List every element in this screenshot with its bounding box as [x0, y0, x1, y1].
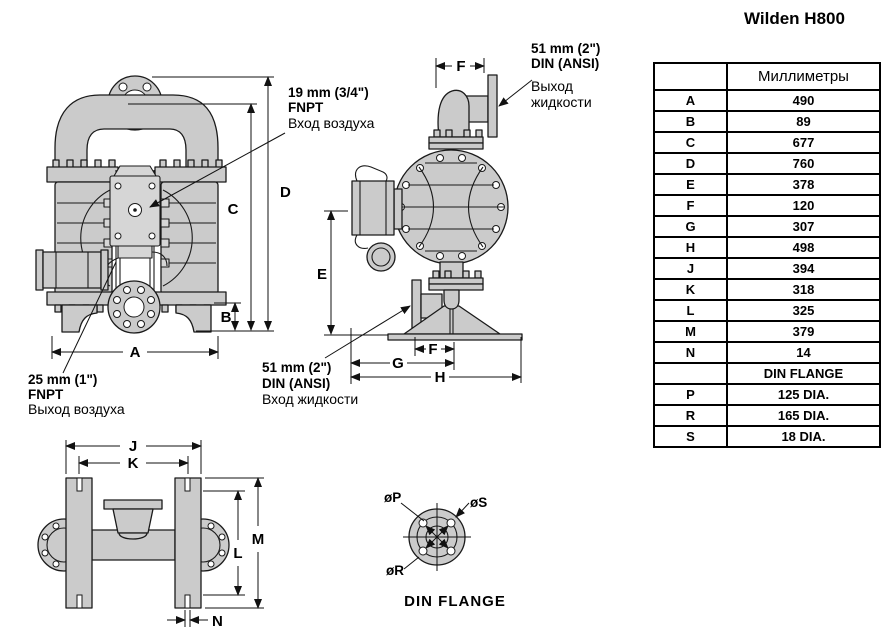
table-row: D 760 — [654, 153, 880, 174]
right-rail — [175, 478, 201, 608]
table-row: P 125 DIA. — [654, 384, 880, 405]
dim-label-r: øR — [386, 563, 404, 578]
air-exhaust-size: 25 mm (1") — [28, 372, 98, 387]
section-key-cell — [654, 363, 727, 384]
right-foot — [176, 305, 211, 332]
header-value-cell: Миллиметры — [727, 63, 880, 90]
liquid-discharge-standard: DIN (ANSI) — [531, 56, 600, 71]
table-row: B 89 — [654, 111, 880, 132]
air-inlet-annotation — [288, 85, 375, 131]
dim-label-h: H — [434, 369, 446, 386]
side-view — [317, 58, 532, 386]
right-chamber — [161, 182, 218, 294]
dim-label-f-top: F — [456, 58, 466, 75]
table-row: C 677 — [654, 132, 880, 153]
liquid-suction-standard: DIN (ANSI) — [262, 376, 331, 391]
dim-label-e: E — [316, 266, 328, 283]
bolt-hole — [447, 519, 455, 527]
bolt-hole — [447, 547, 455, 555]
table-row: G 307 — [654, 216, 880, 237]
bolt-hole — [419, 547, 427, 555]
dim-label-l: L — [233, 545, 243, 562]
left-foot — [62, 305, 97, 332]
dim-label-a: A — [129, 344, 141, 361]
dim-label-k: K — [127, 455, 139, 472]
liquid-discharge-label1: Выход — [531, 78, 573, 94]
bottom-view — [38, 438, 264, 630]
din-flange-caption: DIN FLANGE — [404, 593, 506, 610]
table-header-row — [654, 63, 880, 90]
liquid-discharge-annotation — [531, 41, 600, 110]
liquid-discharge-label2: жидкости — [531, 94, 592, 110]
table-row: F 120 — [654, 195, 880, 216]
dim-label-j: J — [128, 438, 138, 455]
air-exhaust-thread: FNPT — [28, 387, 64, 402]
table-row: S 18 DIA. — [654, 426, 880, 447]
air-inlet-label: Вход воздуха — [288, 115, 375, 131]
dim-label-b: B — [220, 309, 232, 326]
air-valve-side — [352, 181, 394, 235]
page-title: Wilden H800 — [744, 9, 845, 28]
dim-label-s: øS — [470, 495, 488, 510]
dim-label-g: G — [392, 355, 404, 372]
dim-label-n: N — [212, 613, 223, 630]
liquid-suction-label: Вход жидкости — [262, 391, 359, 407]
air-exhaust-annotation — [28, 372, 125, 417]
table-section-row — [654, 363, 880, 384]
section-header-cell: DIN FLANGE — [727, 363, 880, 384]
table-row: K 318 — [654, 279, 880, 300]
liquid-discharge-size: 51 mm (2") — [531, 41, 601, 56]
table-row: H 498 — [654, 237, 880, 258]
dimension-table — [653, 62, 881, 448]
front-view — [36, 76, 291, 373]
muffler-side — [367, 243, 395, 271]
table-row: N 14 — [654, 342, 880, 363]
dim-label-f-bottom: F — [428, 341, 438, 358]
muffler — [43, 252, 101, 288]
dim-label-d: D — [280, 184, 291, 201]
discharge-flange — [488, 75, 497, 137]
air-exhaust-label: Выход воздуха — [28, 401, 125, 417]
header-key-cell — [654, 63, 727, 90]
liquid-suction-size: 51 mm (2") — [262, 360, 332, 375]
table-row: M 379 — [654, 321, 880, 342]
liquid-suction-annotation — [262, 360, 358, 407]
dim-label-p: øP — [384, 490, 402, 505]
air-inlet-size: 19 mm (3/4") — [288, 85, 369, 100]
air-inlet-thread: FNPT — [288, 100, 324, 115]
muffler-cap — [36, 250, 43, 290]
table-row: E 378 — [654, 174, 880, 195]
dim-label-m: M — [251, 531, 265, 548]
table-row: R 165 DIA. — [654, 405, 880, 426]
base-plate — [388, 334, 522, 340]
left-rail — [66, 478, 92, 608]
table-row: J 394 — [654, 258, 880, 279]
table-row: L 325 — [654, 300, 880, 321]
table-row: A 490 — [654, 90, 880, 111]
discharge-manifold — [55, 95, 218, 170]
din-flange-detail — [384, 490, 506, 610]
dim-label-c: C — [227, 201, 239, 218]
